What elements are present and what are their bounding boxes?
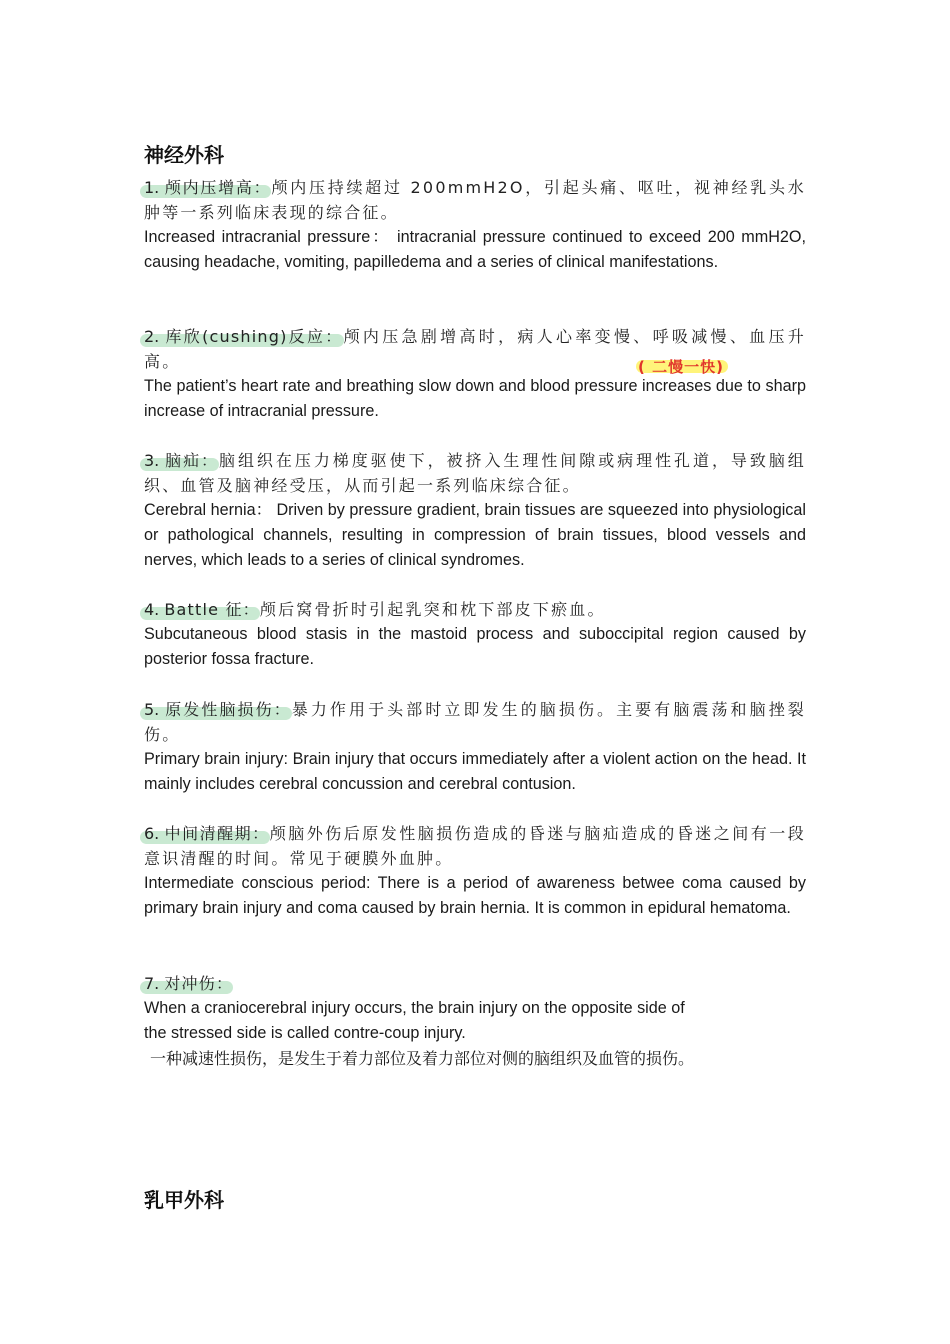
term-highlight: 5. 原发性脑损伤： — [144, 700, 292, 719]
entry-en-definition: Increased intracranial pressure： intracranial pressure continued to exceed 200 mmH2O, causing headache, vomiting, papilledema and a series of clinical manifestations. — [144, 228, 806, 271]
term-highlight: 2. 库欣(cushing)反应： — [144, 327, 344, 346]
entry-increased-icp — [144, 175, 806, 275]
entry-en-definition: The patient’s heart rate and breathing slow down and blood pressure increases due to sharp increase of intracranial pressure. — [144, 377, 806, 420]
entry-cn-definition: 3. 脑疝：脑组织在压力梯度驱使下，被挤入生理性间隙或病理性孔道，导致脑组织、血管及脑神经受压，从而引起一系列临床综合征。 — [144, 451, 807, 495]
entry-en-line-2: the stressed side is called contre-coup injury. — [144, 1024, 466, 1042]
entry-battle-sign — [144, 597, 806, 672]
term-highlight: 4. Battle 征： — [144, 600, 260, 619]
section-title-breast-thyroid-surgery: 乳甲外科 — [144, 1188, 224, 1212]
entry-en-definition: Cerebral hernia： Driven by pressure gradient, brain tissues are squeezed into physiological or pathological channels, resulting in compression of brain tissues, blood vessels and nerves, which leads to a series of clinical syndromes. — [144, 501, 806, 569]
entry-cn-definition: 5. 原发性脑损伤：暴力作用于头部时立即发生的脑损伤。主要有脑震荡和脑挫裂伤。 — [144, 700, 806, 744]
section-title-neurosurgery: 神经外科 — [144, 143, 224, 167]
entry-en-definition: Intermediate conscious period: There is a period of awareness betwee coma caused by primary brain injury and coma caused by brain hernia. It is common in epidural hematoma. — [144, 874, 806, 917]
term-highlight: 3. 脑疝： — [144, 451, 220, 470]
term-highlight: 6. 中间清醒期： — [144, 824, 270, 843]
entry-cn-definition: 2. 库欣(cushing)反应：颅内压急剧增高时，病人心率变慢、呼吸减慢、血压升高。 — [144, 327, 806, 371]
term-highlight: 1. 颅内压增高： — [144, 178, 272, 197]
entry-cn-definition: 一种减速性损伤，是发生于着力部位及着力部位对侧的脑组织及血管的损伤。 — [150, 1049, 695, 1068]
entry-term-line — [144, 971, 806, 996]
entry-en-definition: Subcutaneous blood stasis in the mastoid process and suboccipital region caused by posterior fossa fracture. — [144, 625, 806, 668]
entry-en-definition: Primary brain injury: Brain injury that occurs immediately after a violent action on the head. It mainly includes cerebral concussion and cerebral contusion. — [144, 750, 806, 793]
term-highlight: 7. 对冲伤： — [144, 974, 234, 993]
entry-en-line-1: When a craniocerebral injury occurs, the brain injury on the opposite side of — [144, 999, 685, 1017]
handwritten-annotation: ( 二慢一快) — [638, 358, 724, 376]
entry-intermediate-lucid-period — [144, 821, 806, 921]
entry-cerebral-hernia — [144, 448, 806, 572]
entry-cn-definition: 1. 颅内压增高：颅内压持续超过 200mmH2O，引起头痛、呕吐，视神经乳头水肿等一系列临床表现的综合征。 — [144, 178, 806, 222]
entry-cn-definition: 4. Battle 征：颅后窝骨折时引起乳突和枕下部皮下瘀血。 — [144, 600, 606, 619]
entry-contre-coup-injury — [144, 971, 806, 1071]
entry-cn-definition: 6. 中间清醒期：颅脑外伤后原发性脑损伤造成的昏迷与脑疝造成的昏迷之间有一段意识清醒的时间。常见于硬膜外血肿。 — [144, 824, 806, 868]
entry-primary-brain-injury — [144, 697, 806, 797]
